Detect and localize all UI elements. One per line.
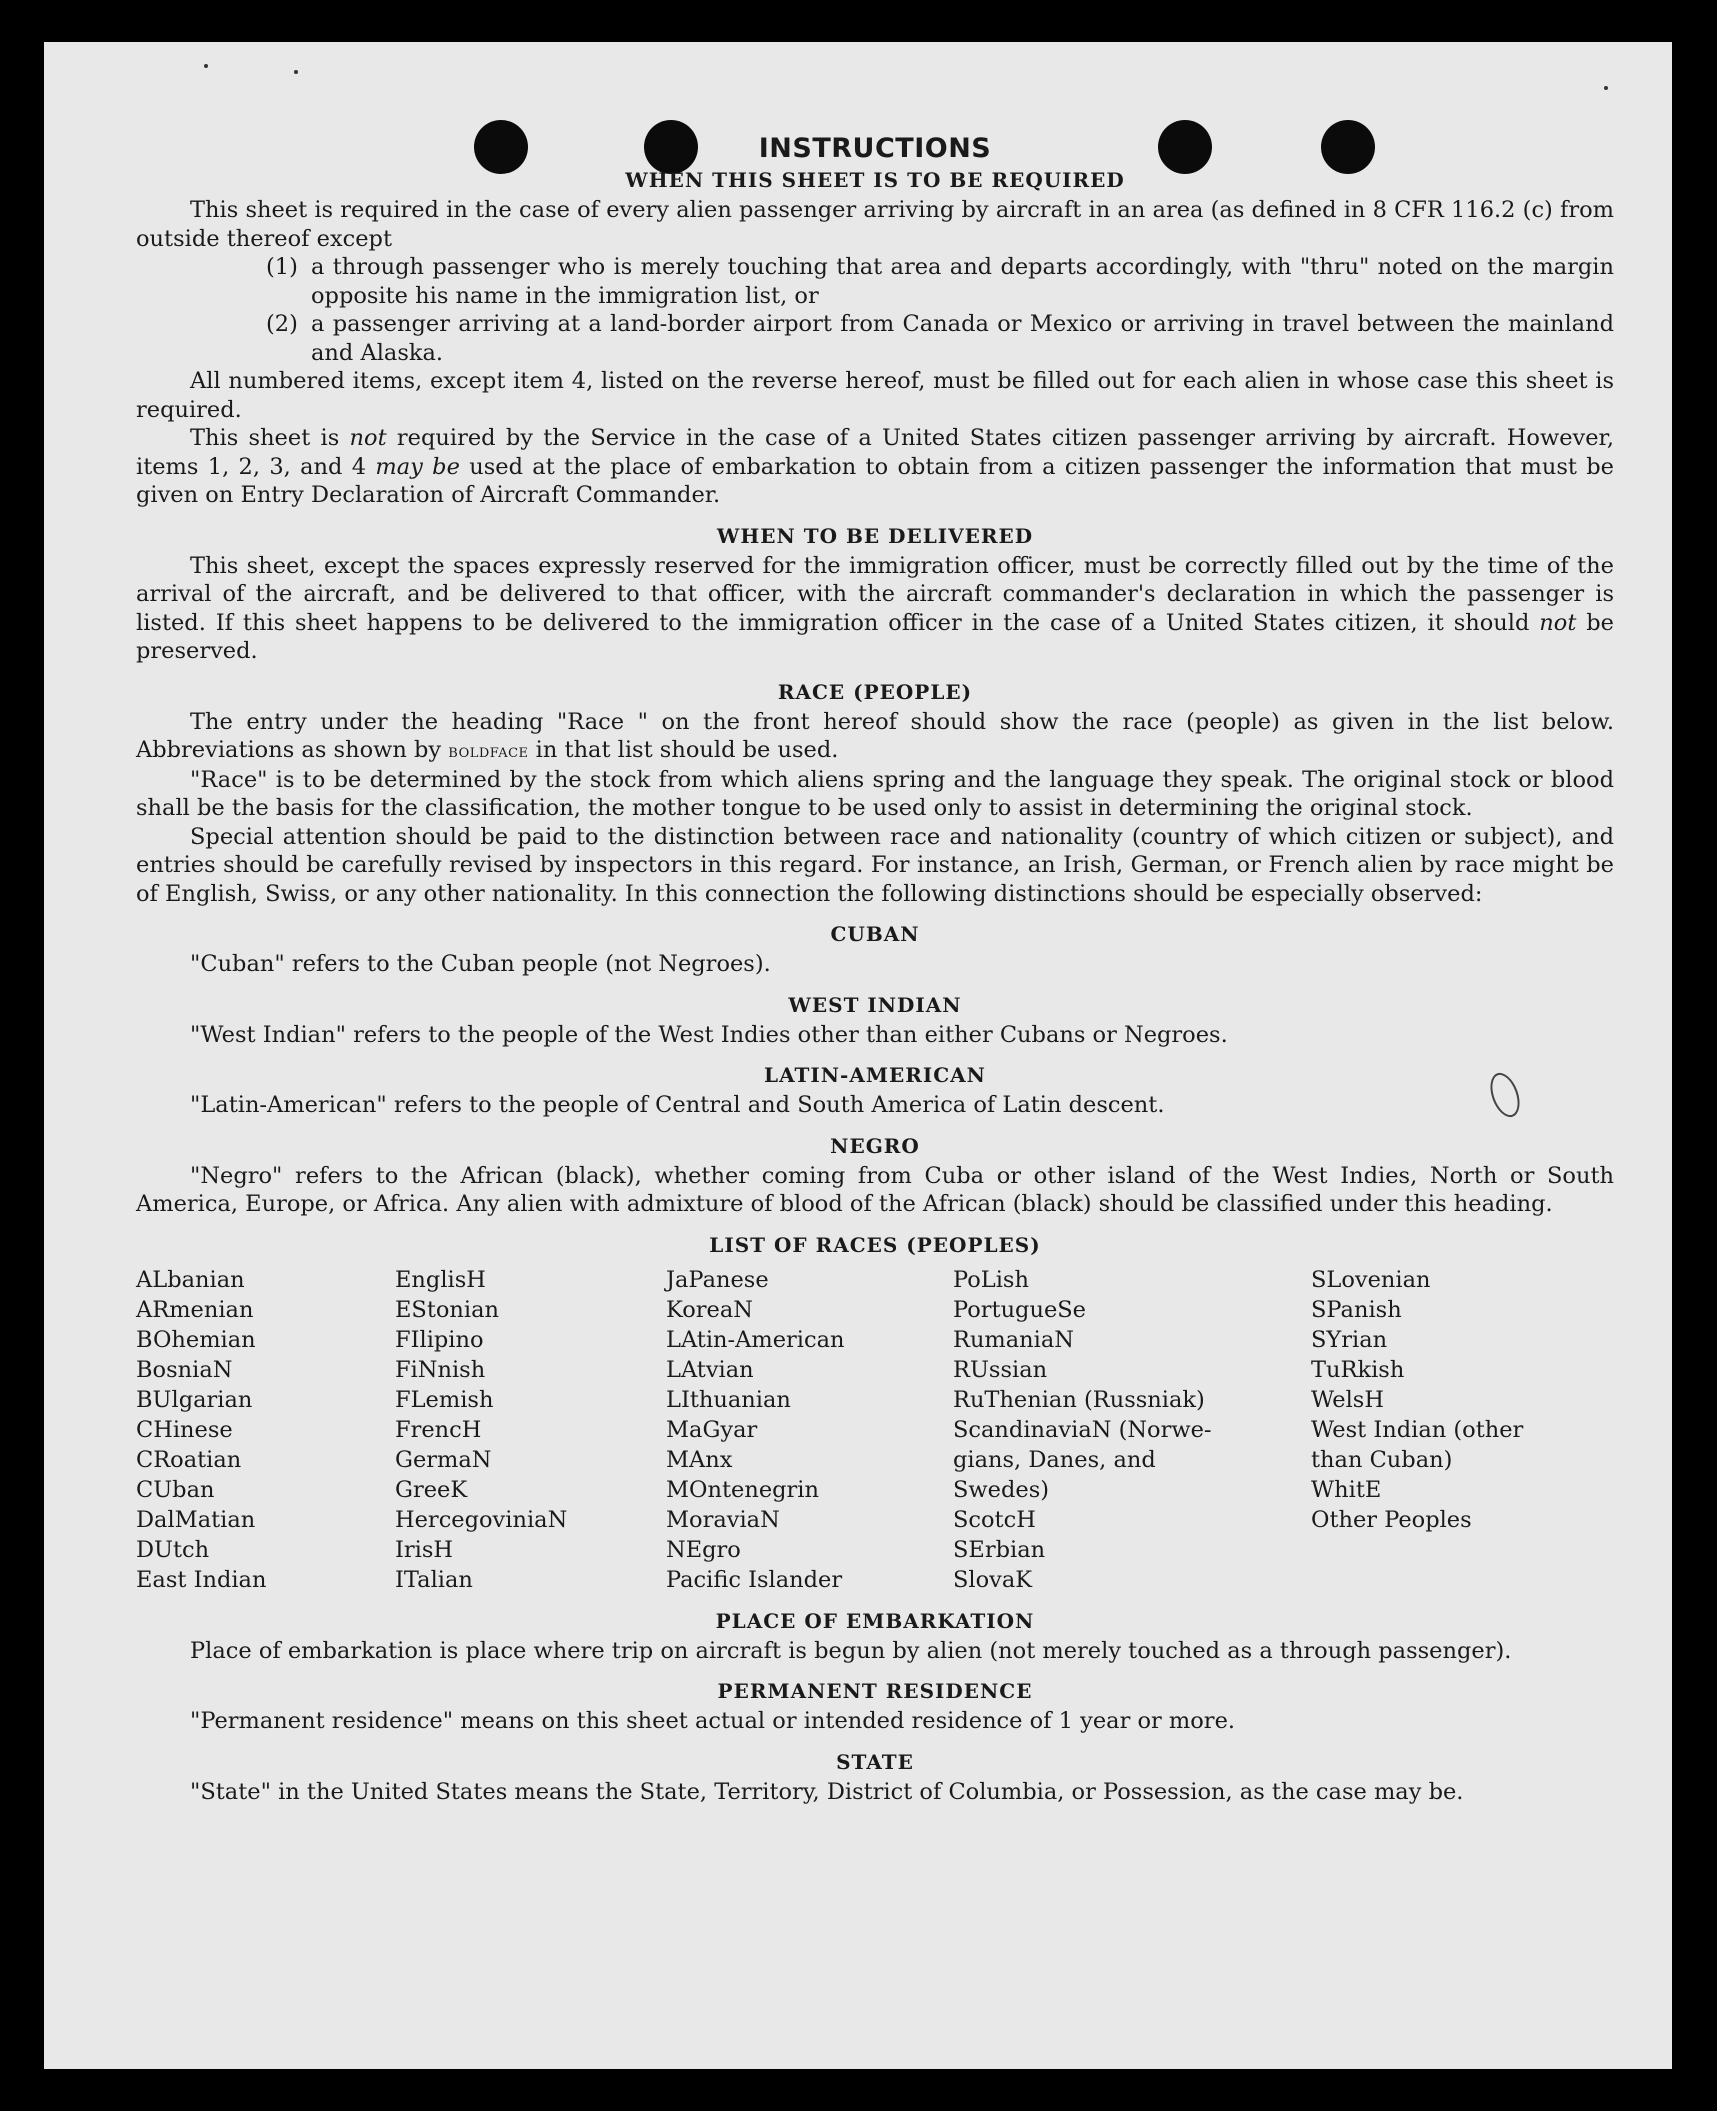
race-entry: ScotcH — [953, 1506, 1036, 1533]
heading-permanent-residence: PERMANENT RESIDENCE — [717, 1679, 1033, 1703]
paragraph — [136, 424, 1614, 510]
heading-west-indian: WEST INDIAN — [788, 992, 962, 1017]
paragraph: Place of embarkation is place where trip on aircraft is begun by alien (not merely touched as a through passenger). — [190, 1637, 1512, 1664]
heading-list-of-races: LIST OF RACES (PEOPLES) — [709, 1232, 1041, 1257]
list-item — [266, 253, 1614, 310]
emphasis: may be — [375, 453, 460, 480]
races-column — [953, 1265, 1311, 1595]
heading-latin-american: LATIN-AMERICAN — [764, 1063, 986, 1087]
heading-required: WHEN THIS SHEET IS TO BE REQUIRED — [625, 168, 1125, 192]
heading-negro: NEGRO — [830, 1133, 920, 1158]
text-run: be preserved. — [136, 609, 1614, 664]
race-entry: East Indian — [136, 1566, 267, 1593]
race-entry: EStonian — [395, 1296, 500, 1323]
race-entry: FrencH — [395, 1416, 482, 1443]
heading-cuban: CUBAN — [830, 922, 920, 946]
paragraph: "West Indian" refers to the people of the West Indies other than either Cubans or Negroes. — [190, 1021, 1228, 1048]
race-entry: DalMatian — [136, 1506, 256, 1533]
paragraph: "Race" is to be determined by the stock from which aliens spring and the language they speak. The original stock or blood shall be the basis for the classification, the mother tongue to be used only to assist in determining the original stock. — [136, 766, 1614, 821]
speck — [204, 64, 208, 68]
race-entry: TuRkish — [1311, 1356, 1405, 1383]
race-entry: EnglisH — [395, 1266, 486, 1293]
race-entry: MOntenegrin — [666, 1476, 819, 1503]
paragraph: "State" in the United States means the State, Territory, District of Columbia, or Possession, as the case may be. — [190, 1778, 1464, 1805]
race-entry: BUlgarian — [136, 1386, 253, 1413]
race-entry: WhitE — [1311, 1476, 1382, 1503]
race-entry: than Cuban) — [1311, 1446, 1453, 1473]
page-title: INSTRUCTIONS — [758, 133, 992, 164]
paragraph: "Permanent residence" means on this sheet actual or intended residence of 1 year or more. — [190, 1708, 1236, 1734]
text-run: in that list should be used. — [528, 737, 839, 763]
race-entry: SLovenian — [1311, 1266, 1431, 1293]
instructions-body — [136, 132, 1614, 1806]
race-entry: MAnx — [666, 1446, 733, 1473]
race-entry: LAtin-American — [666, 1326, 845, 1353]
race-entry: Other Peoples — [1311, 1506, 1472, 1533]
race-entry: PoLish — [953, 1266, 1029, 1293]
race-entry: CRoatian — [136, 1446, 242, 1473]
race-entry: RumaniaN — [953, 1326, 1074, 1353]
race-entry: ARmenian — [136, 1296, 254, 1323]
text-run: required by the Service in the case of a United States citizen passenger arriving by aircraft. However, items 1, 2, 3, and 4 — [136, 425, 1614, 480]
races-column — [136, 1265, 395, 1595]
heading-race: RACE (PEOPLE) — [777, 679, 973, 704]
race-entry: ALbanian — [136, 1266, 245, 1293]
paragraph: "Cuban" refers to the Cuban people (not Negroes). — [190, 951, 771, 977]
item-number: (2) — [266, 311, 298, 337]
paragraph — [136, 708, 1614, 766]
race-entry: FiNnish — [395, 1356, 486, 1383]
race-entry: RuThenian (Russniak) — [953, 1386, 1205, 1413]
race-entry: HercegoviniaN — [395, 1506, 568, 1533]
race-entry: LAtvian — [666, 1356, 754, 1383]
race-entry: PortugueSe — [953, 1296, 1087, 1323]
race-entry: gians, Danes, and — [953, 1446, 1156, 1473]
race-entry: ITalian — [395, 1566, 473, 1593]
heading-embarkation: PLACE OF EMBARKATION — [715, 1608, 1035, 1633]
races-column — [666, 1265, 953, 1595]
races-column — [1311, 1265, 1614, 1595]
race-entry: FLemish — [395, 1386, 494, 1413]
race-entry: West Indian (other — [1311, 1416, 1524, 1443]
race-entry: KoreaN — [666, 1296, 753, 1323]
race-entry: WelsH — [1311, 1386, 1384, 1413]
speck — [294, 70, 298, 74]
text-run: This sheet is — [190, 425, 350, 451]
emphasis: not — [349, 425, 387, 451]
paragraph — [136, 552, 1614, 666]
race-entry: RUssian — [953, 1356, 1048, 1383]
paragraph: All numbered items, except item 4, listed on the reverse hereof, must be filled out for each alien in whose case this sheet is required. — [136, 368, 1614, 423]
race-entry: GermaN — [395, 1446, 492, 1473]
paragraph: Special attention should be paid to the distinction between race and nationality (country of which citizen or subject), and entries should be carefully revised by inspectors in this regard. For instance, an Irish, German, or French alien by race might be of English, Swiss, or any other nationality. In this connection the following distinctions should be especially observed: — [136, 823, 1614, 907]
race-entry: CHinese — [136, 1416, 233, 1443]
heading-state: STATE — [836, 1749, 914, 1774]
race-entry: JaPanese — [666, 1266, 769, 1293]
race-entry: Swedes) — [953, 1476, 1050, 1503]
race-entry: ScandinaviaN (Norwe- — [953, 1416, 1212, 1443]
heading-delivered: WHEN TO BE DELIVERED — [716, 523, 1034, 548]
race-entry: SErbian — [953, 1536, 1046, 1563]
race-entry: BOhemian — [136, 1326, 256, 1353]
race-entry: SYrian — [1311, 1326, 1388, 1353]
paragraph: "Negro" refers to the African (black), whether coming from Cuba or other island of the West Indies, North or South America, Europe, or Africa. Any alien with admixture of blood of the African (black) should be classified under this heading. — [136, 1162, 1614, 1217]
race-entry: BosniaN — [136, 1356, 233, 1383]
paragraph: This sheet is required in the case of every alien passenger arriving by aircraft in an area (as defined in 8 CFR 116.2 (c) from outside thereof except — [136, 197, 1614, 252]
text-run: This sheet, except the spaces expressly reserved for the immigration officer, must be correctly filled out by the time of the arrival of the aircraft, and be delivered to that officer, with the aircraft commander's declaration in which the passenger is listed. If this sheet happens to be delivered to the immigration officer in the case of a United States citizen, it should — [136, 552, 1614, 636]
paragraph: "Latin-American" refers to the people of Central and South America of Latin descent. — [190, 1092, 1165, 1118]
race-entry: SPanish — [1311, 1296, 1402, 1323]
text-run: The entry under the heading "Race " on the front hereof should show the race (people) as given in the list below. Abbreviations as shown by — [136, 708, 1614, 763]
small-caps-word: boldface — [448, 740, 529, 762]
item-text: a through passenger who is merely touching that area and departs accordingly, with "thru" noted on the margin opposite his name in the immigration list, or — [311, 254, 1614, 309]
list-item — [266, 310, 1614, 367]
race-entry: CUban — [136, 1476, 215, 1503]
race-entry: Pacific Islander — [666, 1566, 843, 1593]
race-entry: NEgro — [666, 1536, 741, 1563]
race-entry: IrisH — [395, 1536, 454, 1563]
race-entry: MaGyar — [666, 1416, 758, 1443]
race-entry: FIlipino — [395, 1326, 484, 1353]
document-sheet — [44, 42, 1672, 2069]
text-run: used at the place of embarkation to obtain from a citizen passenger the information that must be given on Entry Declaration of Aircraft Commander. — [136, 453, 1614, 508]
race-entry: SlovaK — [953, 1566, 1033, 1593]
race-entry: GreeK — [395, 1476, 468, 1503]
race-entry: DUtch — [136, 1536, 210, 1563]
item-number: (1) — [266, 254, 298, 280]
races-table — [136, 1265, 1614, 1595]
item-text: a passenger arriving at a land-border airport from Canada or Mexico or arriving in travel between the mainland and Alaska. — [311, 311, 1614, 366]
races-column — [395, 1265, 666, 1595]
emphasis: not — [1539, 609, 1577, 636]
speck — [1604, 86, 1608, 90]
race-entry: MoraviaN — [666, 1506, 780, 1533]
race-entry: LIthuanian — [666, 1386, 791, 1413]
